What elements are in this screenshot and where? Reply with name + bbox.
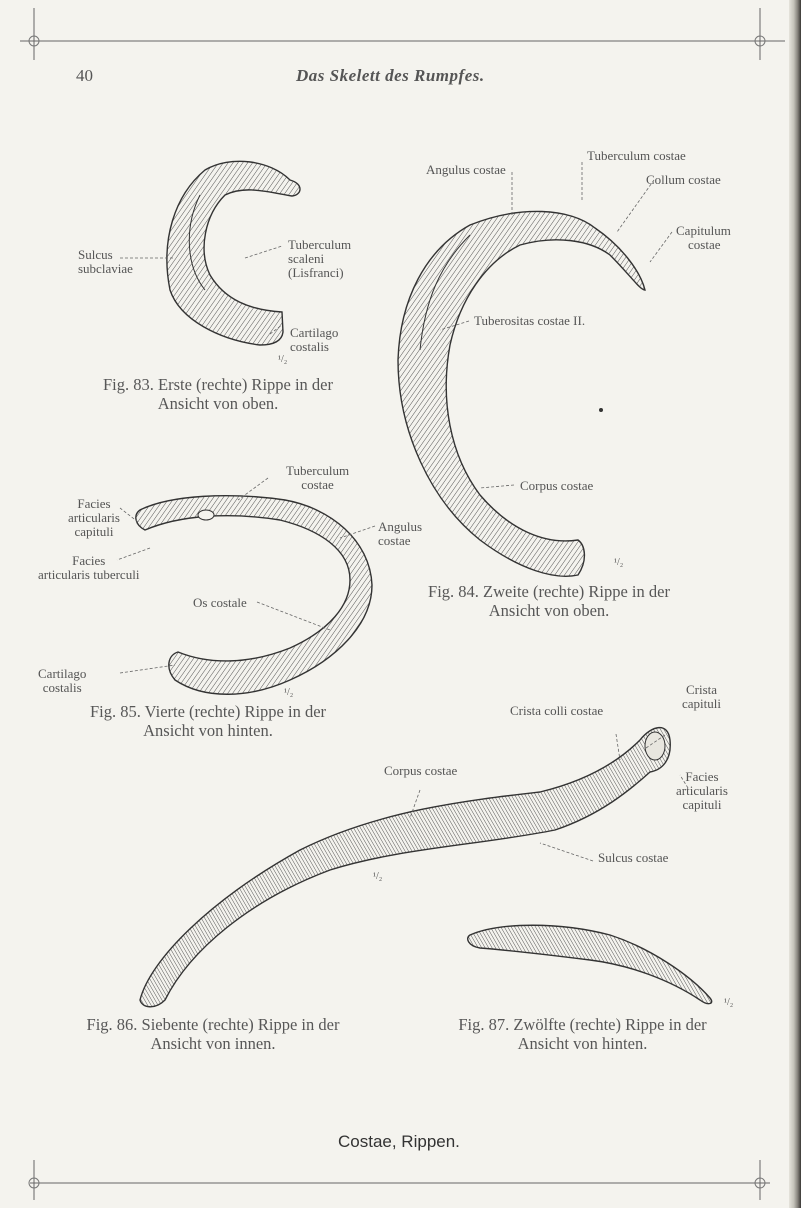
label-line: costalis (290, 339, 329, 354)
fig85-label-angulus (378, 520, 422, 548)
label-line: Facies (72, 553, 106, 568)
fig83-caption (78, 375, 358, 413)
page-number: 40 (76, 66, 93, 85)
label-line: Capitulum (676, 223, 731, 238)
fig86-label-sulcus: Sulcus costae (598, 850, 669, 865)
label-line: Cartilago (290, 325, 339, 340)
fig83-rib-drawing (167, 161, 300, 345)
fig84-label-angulus: Angulus costae (426, 162, 506, 177)
fig87-scale: ¹/₂ (724, 997, 734, 1008)
fig87-caption (440, 1015, 725, 1053)
fig84-rib-drawing (398, 211, 645, 576)
label-line: Angulus (378, 519, 423, 534)
caption-line: Fig. 85. Vierte (rechte) Rippe in der (89, 702, 327, 721)
caption-line: Fig. 87. Zwölfte (rechte) Rippe in der (458, 1015, 707, 1034)
fig84-label-tuberculum: Tuberculum costae (587, 148, 686, 163)
fig83-label-sulcus (78, 248, 133, 276)
label-line: Crista (685, 682, 718, 697)
label-line: costae (688, 237, 721, 252)
fig86-label-corpus: Corpus costae (384, 763, 458, 778)
label-line: subclaviae (78, 261, 133, 276)
running-header: Das Skelett des Rumpfes. (296, 66, 485, 85)
fig87-rib-drawing (468, 925, 712, 1003)
label-line: capituli (74, 524, 114, 539)
label-line: Tuberculum (288, 237, 352, 252)
label-line: scaleni (288, 251, 325, 266)
fig84-label-tuberositas: Tuberositas costae II. (474, 313, 586, 328)
fig85-label-facies-capituli (68, 497, 120, 539)
fig86-scale: ¹/₂ (373, 871, 383, 882)
fig86-label-crista-capituli (682, 683, 721, 711)
label-line: Sulcus (78, 247, 113, 262)
label-line: Facies (77, 496, 111, 511)
fig83-scale: ¹/₂ (278, 354, 288, 365)
label-line: (Lisfranci) (288, 265, 344, 280)
fig85-scale: ¹/₂ (284, 687, 294, 698)
fig85-label-facies-tuberculi (38, 554, 139, 582)
label-line: Facies (685, 769, 719, 784)
fig83-label-cartilago (290, 326, 338, 354)
fig85-rib-drawing (136, 496, 372, 695)
fig84-label-capitulum (676, 224, 731, 252)
label-line: capituli (682, 696, 721, 711)
caption-line: Fig. 84. Zweite (rechte) Rippe in der (428, 582, 670, 601)
caption-line: Fig. 86. Siebente (rechte) Rippe in der (86, 1015, 340, 1034)
label-line: Cartilago (38, 666, 87, 681)
fig85-caption (68, 702, 348, 740)
fig85-label-tuberculum (286, 464, 349, 492)
page-edge-shadow (789, 0, 801, 1208)
fig86-label-crista-colli: Crista colli costae (510, 703, 604, 718)
fig85-label-os-costale: Os costale (193, 595, 247, 610)
fig84-label-corpus: Corpus costae (520, 478, 594, 493)
label-line: articularis (68, 510, 120, 525)
label-line: costae (378, 533, 411, 548)
fig84-scale: ¹/₂ (614, 557, 624, 568)
label-line: costae (301, 477, 334, 492)
caption-line: Fig. 83. Erste (rechte) Rippe in der (102, 375, 334, 394)
label-line: capituli (682, 797, 722, 812)
fig84-label-collum: Collum costae (646, 172, 721, 187)
caption-line: Ansicht von oben. (157, 394, 279, 413)
fig86-caption (68, 1015, 358, 1053)
fig86-label-facies (676, 770, 728, 812)
caption-line: Ansicht von hinten. (143, 721, 273, 740)
label-line: articularis tuberculi (38, 567, 140, 582)
label-line: Tuberculum (286, 463, 350, 478)
caption-line: Ansicht von hinten. (517, 1034, 648, 1053)
plate-footer-title: Costae, Rippen. (338, 1132, 460, 1151)
fig84-caption (414, 582, 684, 620)
fig85-label-cartilago (38, 667, 86, 695)
label-line: articularis (676, 783, 728, 798)
caption-line: Ansicht von oben. (488, 601, 610, 620)
label-line: costalis (42, 680, 82, 695)
fig83-label-tuberculum (288, 238, 351, 280)
caption-line: Ansicht von innen. (150, 1034, 276, 1053)
